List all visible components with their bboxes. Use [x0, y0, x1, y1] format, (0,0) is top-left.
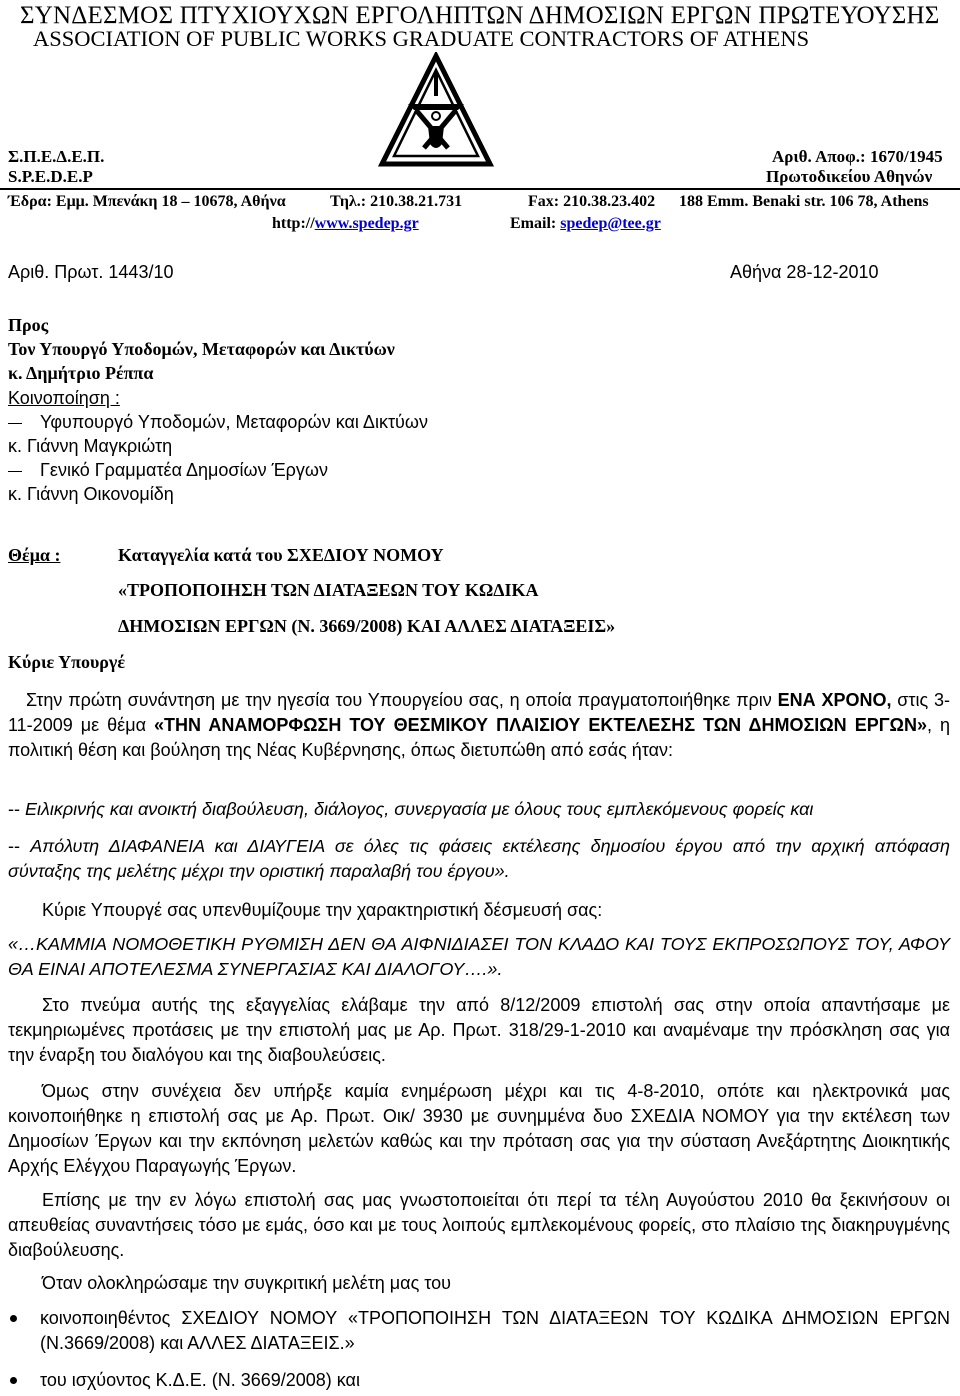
association-code-english: S.P.E.D.E.P	[8, 167, 93, 186]
phone-number: Τηλ.: 210.38.21.731	[330, 193, 463, 210]
paragraph-6: Όταν ολοκληρώσαμε την συγκριτική μελέτη μας του	[42, 1273, 451, 1293]
cc-2-role-text: Γενικό Γραμματέα Δημοσίων Έργων	[40, 460, 328, 480]
paragraph-2: Κύριε Υπουργέ σας υπενθυμίζουμε την χαρακτηριστική δέσμευσή σας:	[42, 900, 603, 920]
address-english: 188 Emm. Benaki str. 106 78, Athens	[679, 193, 929, 210]
cc-1-name: κ. Γιάννη Μαγκριώτη	[8, 436, 173, 456]
paragraph-1-part-c: στις 3-11-2009 με θέμα	[8, 690, 950, 735]
protocol-number: Αριθ. Πρωτ. 1443/10	[8, 262, 174, 282]
letterhead-title-greek: ΣΥΝΔΕΣΜΟΣ ΠΤΥΧΙΟΥΧΩΝ ΕΡΓΟΛΗΠΤΩΝ ΔΗΜΟΣΙΩΝ ΕΡΓΩΝ ΠΡΩΤΕΥΟΥΣΗΣ	[20, 2, 940, 29]
website-prefix: http://	[272, 215, 315, 232]
paragraph-4: Όμως στην συνέχεια δεν υπήρξε καμία ενημέρωση μέχρι και τις 4-8-2010, οπότε και ηλεκτρονικά μας κοινοποιήθηκε η επιστολή σας με Αρ. Πρωτ. Οικ/ 3930 με συνημμένα δυο ΣΧΕΔΙΑ ΝΟΜΟΥ για την εκτέλεση των Δημοσίων Έργων και την εκπόνηση μελετών καθώς και την πρόταση σας για την σύσταση Ανεξάρτητης Διοικητικής Αρχής Ελέγχου Παραγωγής Έργων.	[8, 1081, 950, 1176]
quote-1-text: Ειλικρινής και ανοικτή διαβούλευση, διάλογος, συνεργασία με όλους τους εμπλεκόμενους φορείς και	[25, 799, 814, 819]
fax-number: Fax: 210.38.23.402	[528, 193, 656, 210]
subject-line-1: Καταγγελία κατά του ΣΧΕΔΙΟΥ ΝΟΜΟΥ	[118, 545, 444, 565]
bullet-item-2: του ισχύοντος Κ.Δ.Ε. (Ν. 3669/2008) και	[40, 1370, 360, 1390]
dash-icon	[8, 423, 22, 425]
paragraph-1-part-a: Στην πρώτη συνάντηση με την ηγεσία του Υπουργείου σας, η οποία πραγματοποιήθηκε πριν	[26, 690, 778, 710]
cc-label: Κοινοποίηση :	[8, 388, 120, 408]
cc-2-name: κ. Γιάννη Οικονομίδη	[8, 484, 174, 504]
decision-number: Αριθ. Αποφ.: 1670/1945	[772, 147, 943, 166]
header-divider	[0, 188, 960, 190]
dash-icon	[8, 471, 22, 473]
quote-3: «…ΚΑΜΜΙΑ ΝΟΜΟΘΕΤΙΚΗ ΡΥΘΜΙΣΗ ΔΕΝ ΘΑ ΑΙΦΝΙΔΙΑΣΕΙ ΤΟΝ ΚΛΑΔΟ ΚΑΙ ΤΟΥΣ ΕΚΠΡΟΣΩΠΟΥΣ ΤΟΥ, ΑΦΟΥ ΘΑ ΕΙΝΑΙ ΑΠΟΤΕΛΕΣΜΑ ΣΥΝΕΡΓΑΣΙΑΣ ΚΑΙ ΔΙΑΛΟΓΟΥ….».	[8, 934, 950, 979]
quote-2	[8, 834, 950, 884]
court-name: Πρωτοδικείου Αθηνών	[766, 167, 933, 186]
paragraph-5: Επίσης με την εν λόγω επιστολή σας μας γνωστοποιείται ότι περί τα τέλη Αυγούστου 2010 θα ξεκινήσουν οι απευθείας συναντήσεις τόσο με εμάς, όσο και με τους λοιπούς εμπλεκομένους φορείς, στο πλαίσιο της διακηρυγμένης διαβούλευσης.	[8, 1190, 950, 1260]
bullet-icon	[10, 1315, 17, 1322]
salutation: Κύριε Υπουργέ	[8, 652, 126, 672]
cc-1-role-text: Υφυπουργό Υποδομών, Μεταφορών και Δικτύων	[40, 412, 428, 432]
subject-line-3: ΔΗΜΟΣΙΩΝ ΕΡΓΩΝ (Ν. 3669/2008) ΚΑΙ ΑΛΛΕΣ ΔΙΑΤΑΞΕΙΣ»	[118, 616, 616, 636]
to-label: Προς	[8, 315, 49, 335]
association-logo-icon	[378, 52, 494, 168]
email	[510, 215, 661, 233]
paragraph-1-part-b: ΕΝΑ ΧΡΟΝΟ,	[777, 690, 892, 710]
subject-label: Θέμα :	[8, 545, 61, 565]
letterhead-title-english: ASSOCIATION OF PUBLIC WORKS GRADUATE CONTRACTORS OF ATHENS	[33, 26, 810, 51]
paragraph-3: Στο πνεύμα αυτής της εξαγγελίας ελάβαμε την από 8/12/2009 επιστολή σας στην οποία απαντήσαμε με τεκμηριωμένες προτάσεις με την επιστολή μας με Αρ. Πρωτ. 318/29-1-2010 και αναμέναμε την πρόσκληση σας για την έναρξη του διαλόγου και της διαβουλεύσεις.	[8, 995, 950, 1065]
recipient-title: Τον Υπουργό Υποδομών, Μεταφορών και Δικτύων	[8, 339, 395, 359]
recipient-name: κ. Δημήτριο Ρέππα	[8, 363, 154, 383]
website-link[interactable]: www.spedep.gr	[314, 215, 419, 232]
email-link[interactable]: spedep@tee.gr	[560, 215, 661, 232]
paragraph-1-part-e: , η πολιτική θέση και βούληση της Νέας Κυβέρνησης, όπως διετυπώθη από εσάς ήταν:	[8, 715, 951, 760]
association-code-greek: Σ.Π.Ε.Δ.Ε.Π.	[8, 147, 105, 166]
website	[272, 215, 419, 233]
cc-2-role	[8, 460, 328, 481]
email-label: Email:	[510, 215, 561, 232]
quote-1-dash: --	[8, 799, 25, 819]
address-greek: Έδρα: Εμμ. Μπενάκη 18 – 10678, Αθήνα	[8, 193, 286, 210]
place-and-date: Αθήνα 28-12-2010	[730, 262, 879, 282]
bullet-icon	[10, 1377, 17, 1384]
bullet-item-1: κοινοποιηθέντος ΣΧΕΔΙΟΥ ΝΟΜΟΥ «ΤΡΟΠΟΠΟΙΗΣΗ ΤΩΝ ΔΙΑΤΑΞΕΩΝ ΤΟΥ ΚΩΔΙΚΑ ΔΗΜΟΣΙΩΝ ΕΡΓΩΝ (Ν.3669/2008) και ΑΛΛΕΣ ΔΙΑΤΑΞΕΙΣ.»	[40, 1308, 950, 1353]
subject-line-2: «ΤΡΟΠΟΠΟΙΗΣΗ ΤΩΝ ΔΙΑΤΑΞΕΩΝ ΤΟΥ ΚΩΔΙΚΑ	[118, 580, 539, 600]
quote-2-text: Απόλυτη ΔΙΑΦΑΝΕΙΑ και ΔΙΑΥΓΕΙΑ σε όλες τις φάσεις εκτέλεσης δημοσίου έργου από την αρχική απόφαση σύνταξης της μελέτης μέχρι την οριστική παραλαβή του έργου».	[8, 836, 950, 881]
quote-1	[8, 797, 950, 822]
paragraph-1-part-d: «ΤΗΝ ΑΝΑΜΟΡΦΩΣΗ ΤΟΥ ΘΕΣΜΙΚΟΥ ΠΛΑΙΣΙΟΥ ΕΚΤΕΛΕΣΗΣ ΤΩΝ ΔΗΜΟΣΙΩΝ ΕΡΓΩΝ»	[154, 715, 927, 735]
quote-2-dash: --	[8, 836, 31, 856]
cc-1-role	[8, 412, 428, 433]
paragraph-1	[8, 688, 950, 763]
